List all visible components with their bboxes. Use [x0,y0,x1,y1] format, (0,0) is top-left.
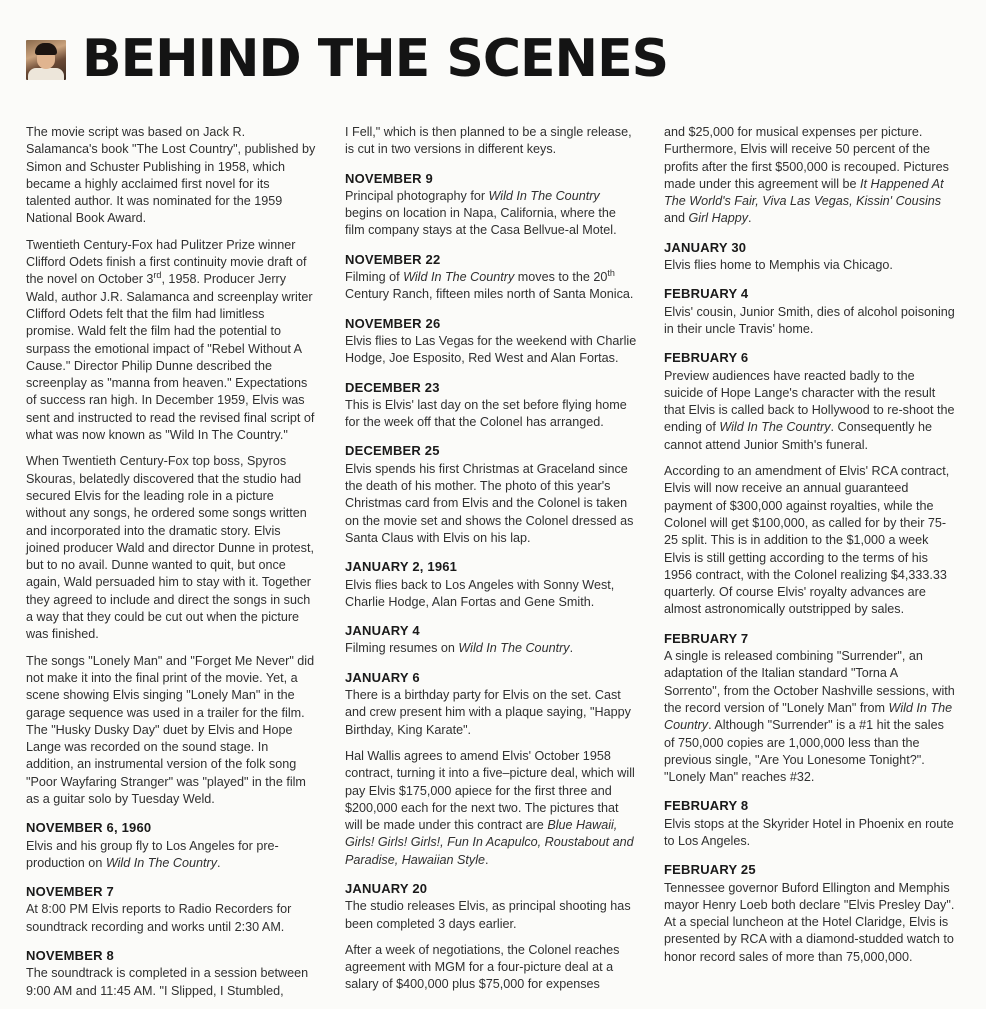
paragraph: The songs "Lonely Man" and "Forget Me Never" did not make it into the final print of the movie. Yet, a scene showing Elvis singing "Lonely Man" in the garage sequence was used in a trailer for the film. The "Husky Dusky Day" duet by Elvis and Hope Lange was recorded on the sound stage. In addition, an instrumental version of the folk song "Poor Wayfaring Stranger" was "played" in the film as a guitar solo by Tuesday Weld. [26,653,315,806]
entry-text: I Fell," which is then planned to be a single release, is cut in two versions in different keys. [345,125,632,157]
date-heading: DECEMBER 23 [345,379,440,395]
entry-text: The studio releases Elvis, as principal shooting has been completed 3 days earlier. [345,899,631,931]
date-heading: FEBRUARY 8 [664,798,749,814]
paragraph: Twentieth Century-Fox had Pulitzer Prize winner Clifford Odets finish a first continuity movie draft of the novel on October 3rd, 1958. Producer Jerry Wald, author J.R. Salamanca and screenplay writer Clifford Odets felt that the film had limitless promise. Wald felt the film had the potential to surpass the emotional impact of "Rebel Without A Cause." Director Philip Dunne described the screenplay as "manna from heaven." Expectations of success ran high. In December 1959, Elvis was sent and instructed to read the revised final script of what was now known as "Wild In The Country." [26,237,315,443]
date-heading: NOVEMBER 7 [26,884,114,900]
entry-text: Elvis stops at the Skyrider Hotel in Phoenix en route to Los Angeles. [664,816,954,848]
date-heading: FEBRUARY 4 [664,286,749,302]
date-heading: NOVEMBER 9 [345,170,433,186]
date-heading: JANUARY 30 [664,239,747,255]
entry-text: After a week of negotiations, the Colonel reaches agreement with MGM for a four-picture deal at a salary of $400,000 plus $75,000 for expenses [345,942,620,992]
entry-text: and $25,000 for musical expenses per picture. Furthermore, Elvis will receive 50 percent of the profits after the first $500,000 is recouped. Pictures made under this agreement will be It Happened At The World's Fair, Viva Las Vegas, Kissin' Cousins and Girl Happy. [664,125,949,226]
date-heading: JANUARY 20 [345,880,428,896]
entry-text: Hal Wallis agrees to amend Elvis' October 1958 contract, turning it into a five–picture deal, which will pay Elvis $175,000 apiece for the first three and $200,000 each for the next two. The pictures that will be made under this contract are Blue Hawaii, Girls! Girls! Girls!, Fun In Acapulco, Roustabout and Paradise, Hawaiian Style. [345,748,635,867]
date-heading: DECEMBER 25 [345,443,440,459]
entry-text: Elvis spends his first Christmas at Graceland since the death of his mother. The photo of this year's Christmas card from Elvis and the Colonel is taken on the movie set and shows the Colonel dressed as Santa Claus with Elvis on his lap. [345,461,634,545]
date-heading: FEBRUARY 25 [664,862,756,878]
date-heading: JANUARY 2, 1961 [345,559,458,575]
entry-text: Elvis flies back to Los Angeles with Sonny West, Charlie Hodge, Alan Fortas and Gene Smith. [345,577,615,609]
entry-text: Principal photography for Wild In The Country begins on location in Napa, California, where the film company stays at the Casa Bellvue-al Motel. [345,188,617,238]
entry-text: Elvis' cousin, Junior Smith, dies of alcohol poisoning in their uncle Travis' home. [664,304,955,336]
entry-text: Elvis and his group fly to Los Angeles for pre-production on Wild In The Country. [26,838,279,870]
paragraph: The movie script was based on Jack R. Salamanca's book "The Lost Country", published by Simon and Schuster Publishing in 1958, which became a highly acclaimed first novel for its talented author. It was nominated for the 1959 National Book Award. [26,125,316,226]
entry-text: Elvis flies to Las Vegas for the weekend with Charlie Hodge, Joe Esposito, Red West and Alan Fortas. [345,333,637,366]
date-heading: NOVEMBER 8 [26,948,114,964]
entry-text: Tennessee governor Buford Ellington and Memphis mayor Henry Loeb both declare "Elvis Presley Day". At a special luncheon at the Hotel Claridge, Elvis is presented by RCA with a diamond-studded watch to honor record sales of more than 75,000,000. [664,880,955,964]
entry-text: Filming of Wild In The Country moves to the 20th Century Ranch, fifteen miles north of Santa Monica. [345,267,634,302]
paragraph: When Twentieth Century-Fox top boss, Spyros Skouras, belatedly discovered that the studio had secured Elvis for the leading role in a picture without any songs, he ordered some songs written and incorporated into the dramatic story. Elvis joined producer Wald and director Dunne in protest, but to no avail. Dunne wanted to quit, but once again, Wald persuaded him to stay with it. Together they agreed to include and direct the songs in such a way that they could be cut out when the picture was finished. [26,454,314,642]
date-heading: FEBRUARY 6 [664,350,749,366]
entry-text: This is Elvis' last day on the set before flying home for the week off that the Colonel has arranged. [345,397,627,430]
elvis-portrait-icon [26,40,66,80]
entry-text: The soundtrack is completed in a session between 9:00 AM and 11:45 AM. "I Slipped, I Stumbled, [26,966,309,998]
entry-text: There is a birthday party for Elvis on the set. Cast and crew present him with a plaque saying, "Happy Birthday, King Karate". [345,688,631,737]
date-heading: NOVEMBER 26 [345,315,441,331]
entry-text: At 8:00 PM Elvis reports to Radio Recorders for soundtrack recording and works until 2:30 AM. [26,902,292,934]
entry-text: According to an amendment of Elvis' RCA contract, Elvis will now receive an annual guaranteed payment of $300,000 against royalties, while the Colonel will get $100,000, as called for by their 75-25 split. This is in addition to the $1,000 a week Elvis is still getting according to the terms of his 1956 contract, with the Colonel realizing $4,333.33 quarterly. Of course Elvis' royalty advances are almost astronomically outstripped by sales. [664,464,950,617]
column-3 [664,124,956,975]
column-1 [26,124,316,1009]
entry-text: Elvis flies home to Memphis via Chicago. [664,258,893,273]
page-title: BEHIND THE SCENES [82,29,669,89]
date-heading: FEBRUARY 7 [664,630,749,646]
column-2 [345,124,637,1003]
entry-text: A single is released combining "Surrender", an adaptation of the Italian standard "Torna A Sorrento", from the October Nashville sessions, with the record version of "Lonely Man" from Wild In The Country. Although "Surrender" is a #1 hit the sales of 750,000 copies are 1,000,000 less than the previous single, "Are You Lonesome Tonight?". "Lonely Man" reaches #32. [664,649,955,785]
date-heading: NOVEMBER 6, 1960 [26,820,152,836]
date-heading: JANUARY 6 [345,669,420,685]
date-heading: JANUARY 4 [345,623,420,639]
entry-text: Filming resumes on Wild In The Country. [345,641,574,656]
date-heading: NOVEMBER 22 [345,251,441,267]
entry-text: Preview audiences have reacted badly to the suicide of Hope Lange's character with the result that Elvis is called back to Hollywood to re-shoot the ending of Wild In The Country. Consequently he cannot attend Junior Smith's funeral. [664,368,955,452]
